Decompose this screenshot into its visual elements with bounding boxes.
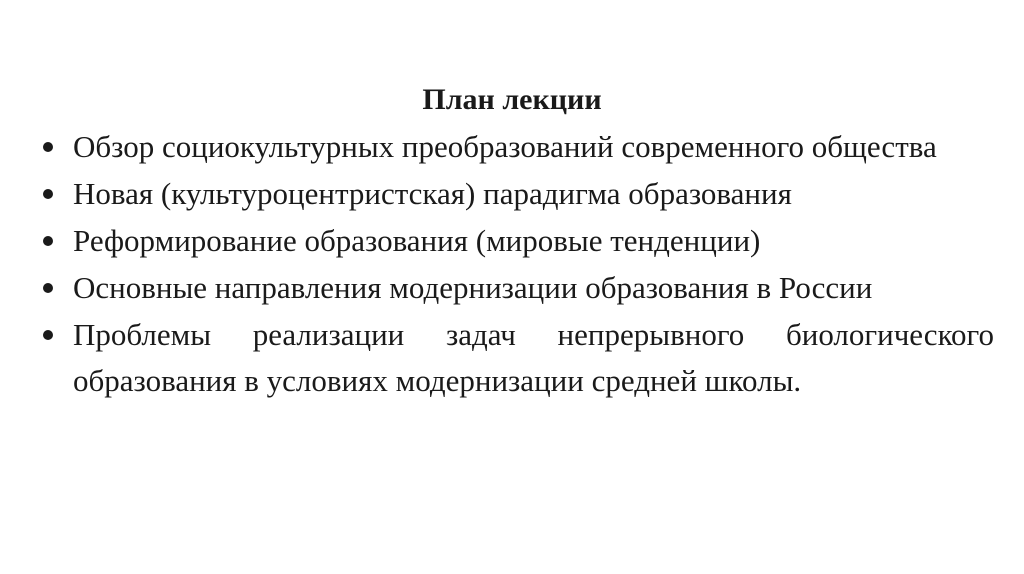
list-item-text: Основные направления модернизации образования в России [73, 270, 873, 305]
bullet-icon [40, 312, 73, 358]
list-item [40, 218, 994, 264]
slide-title: План лекции [422, 83, 602, 116]
list-item-text: Новая (культуроцентристская) парадигма образования [73, 176, 792, 211]
list-item-text: Реформирование образования (мировые тенденции) [73, 223, 761, 258]
list-item [40, 265, 994, 311]
list-item [40, 312, 994, 404]
bullet-icon [40, 218, 73, 264]
bullet-icon [40, 265, 73, 311]
list-item [40, 171, 994, 217]
lecture-plan-list [40, 124, 994, 405]
bullet-icon [40, 171, 73, 217]
list-item [40, 124, 994, 170]
bullet-icon [40, 124, 73, 170]
list-item-text: Проблемы реализации задач непрерывного биологического образования в условиях модернизации средней школы. [73, 317, 994, 398]
list-item-text: Обзор социокультурных преобразований современного общества [73, 129, 937, 164]
